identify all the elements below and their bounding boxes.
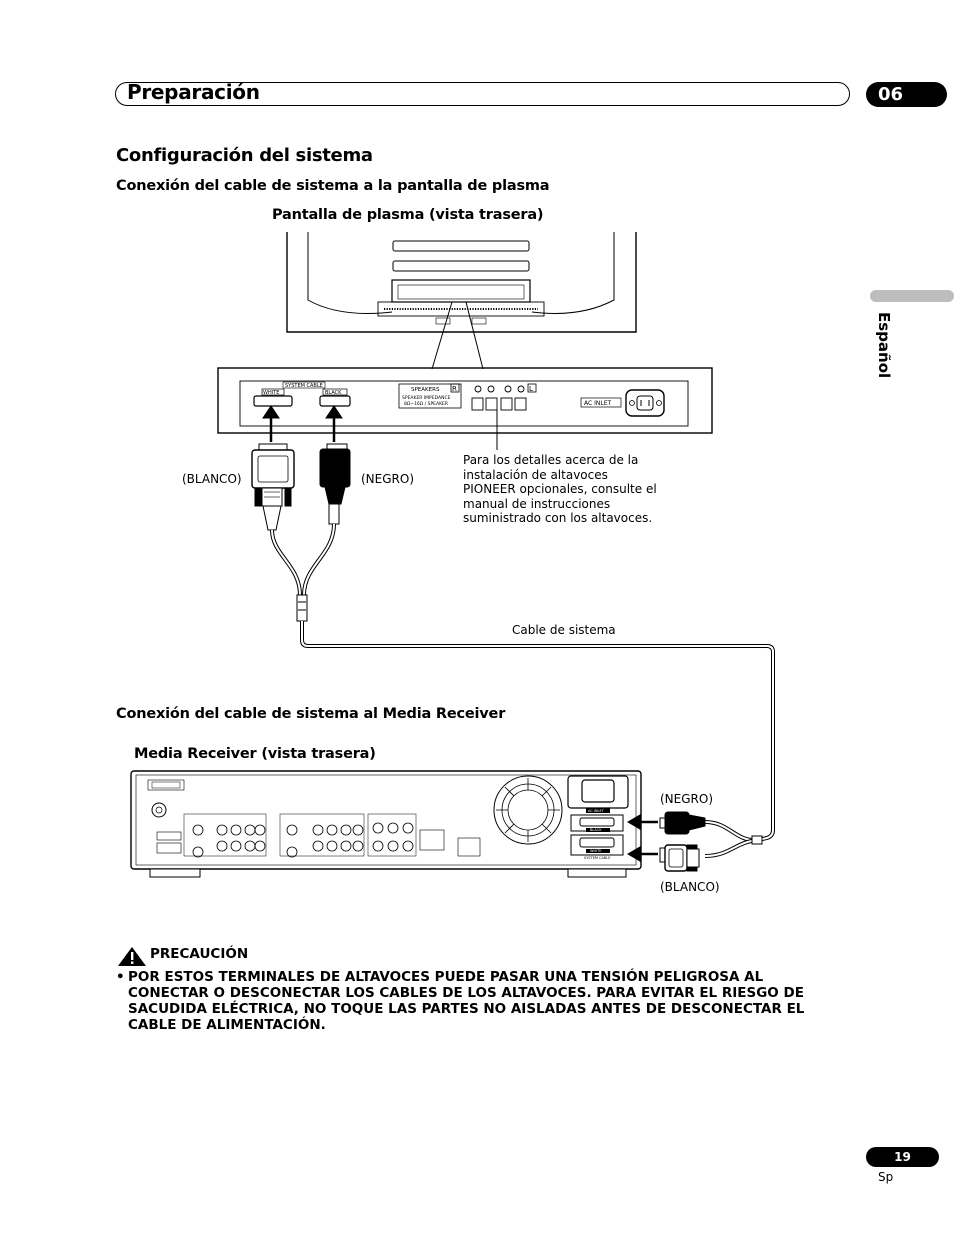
caution-text: POR ESTOS TERMINALES DE ALTAVOCES PUEDE PASAR UNA TENSIÓN PELIGROSA AL CONECTAR O DESCONECTAR LOS CABLES DE LOS ALTAVOCES. PARA EVITAR EL RIESGO DE SACUDIDA ELÉCTRICA, NO TOQUE LAS PARTES NO AISLADAS ANTES DE DESCONECTAR EL CABLE DE ALIMENTACIÓN. — [128, 969, 805, 1033]
page-number: 19 — [866, 1147, 939, 1167]
cable-label: Cable de sistema — [512, 623, 616, 637]
white-plug — [252, 444, 294, 530]
black-plug-receiver — [660, 812, 705, 834]
label-black-top: (NEGRO) — [361, 472, 415, 486]
connect-arrows-receiver — [628, 815, 658, 861]
chapter-badge: 06 — [866, 82, 947, 107]
speaker-note: Para los detalles acerca de la instalación de altavoces PIONEER opcionales, consulte el manual de instrucciones suministrado con los altavoces. — [463, 453, 657, 526]
label-black-receiver: (NEGRO) — [660, 792, 714, 806]
white-plug-receiver — [660, 845, 699, 871]
page-title: Preparación — [127, 80, 260, 104]
subsection-receiver: Conexión del cable de sistema al Media Receiver — [116, 706, 506, 722]
panel-white: WHITE — [263, 390, 280, 396]
panel-impedance-1: SPEAKER IMPEDANCE — [402, 396, 451, 401]
label-white-top: (BLANCO) — [182, 472, 242, 486]
plasma-caption: Pantalla de plasma (vista trasera) — [272, 207, 544, 223]
rx-white: WHITE — [590, 849, 602, 853]
panel-impedance-2: 8Ω~16Ω / SPEAKER — [404, 402, 449, 407]
caution-body — [116, 969, 836, 1033]
caution-bullet: • — [116, 969, 125, 985]
panel-l: L — [529, 385, 533, 393]
panel-system-cable: SYSTEM CABLE — [285, 383, 323, 389]
page-language-suffix: Sp — [878, 1170, 894, 1184]
section-title: Configuración del sistema — [116, 145, 373, 166]
language-label: Español — [875, 312, 893, 379]
panel-speakers: SPEAKERS — [411, 387, 440, 393]
label-white-receiver: (BLANCO) — [660, 880, 720, 894]
media-receiver-illustration — [131, 771, 641, 877]
connect-arrows-top — [263, 406, 342, 442]
warning-icon — [118, 947, 146, 966]
receiver-caption: Media Receiver (vista trasera) — [134, 746, 376, 762]
terminal-panel — [218, 368, 712, 450]
rx-black: BLACK — [590, 828, 602, 832]
subsection-plasma: Conexión del cable de sistema a la pantalla de plasma — [116, 178, 550, 194]
black-plug — [320, 444, 350, 524]
panel-black: BLACK — [325, 390, 342, 396]
rx-ac-inlet: AC INLET — [588, 809, 604, 813]
caution-title: PRECAUCIÓN — [150, 946, 249, 962]
plasma-display-illustration — [287, 232, 636, 369]
panel-ac-inlet: AC INLET — [584, 400, 612, 407]
panel-r: R — [452, 385, 457, 393]
rx-system-cable: SYSTEM CABLE — [584, 856, 611, 860]
